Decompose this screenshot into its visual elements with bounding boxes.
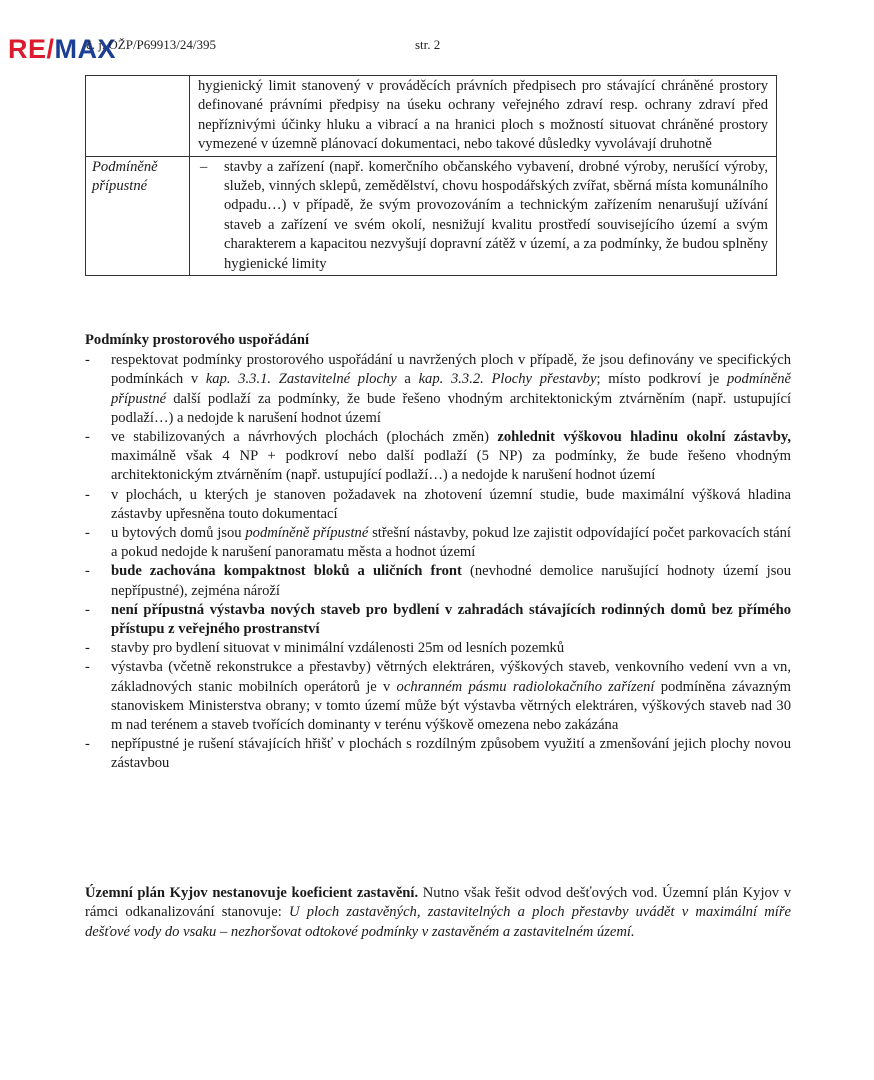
table-row — [86, 156, 777, 275]
list-item — [85, 735, 791, 773]
list-item — [85, 428, 791, 486]
list-item-text: bude zachována kompaktnost bloků a uličních front — [111, 563, 462, 580]
page-number: str. 2 — [415, 37, 441, 52]
list-item-text: ve stabilizovaných a návrhových plochách (plochách změn) — [111, 429, 498, 446]
list-item-text: u bytových domů jsou — [111, 525, 246, 542]
list-item-text: kap. 3.3.2. Plochy přestavby — [418, 371, 597, 388]
list-item-text: v plochách, u kterých je stanoven požadavek na zhotovení územní studie, bude maximální výšková hladina zástavby upřesněna touto dokumentací — [111, 486, 791, 522]
row-text-cell — [190, 156, 777, 275]
bullet-dash: - — [85, 525, 90, 542]
list-item — [85, 601, 791, 639]
logo-slash: / — [46, 34, 55, 64]
row-text: stavby a zařízení (např. komerčního občanského vybavení, drobné výroby, nerušící výroby, služeb, vinných sklepů, zemědělství, chovu hospodářských zvířat, sběrná místa komunálního odpadu…) v případě, že svým provozováním a technickým zařízením nenarušují užívání staveb a zařízení ve svém okolí, nesnižují kvalitu prostředí souvisejícího území a svým charakterem a kapacitou nezvyšují dopravní zátěž v území, a za podmínky, že budou splněny hygienické limity — [224, 158, 768, 272]
section-heading: Podmínky prostorového uspořádání — [85, 332, 310, 348]
spatial-conditions-section — [85, 331, 791, 774]
conditions-list — [85, 351, 791, 773]
list-item-text: nepřípustné je rušení stávajících hřišť v plochách s rozdílným způsobem využití a zmenšování jejich plochy novou zástavbou — [111, 736, 791, 772]
closing-paragraph — [85, 884, 791, 942]
bullet-dash: - — [85, 352, 90, 369]
bullet-dash: - — [85, 486, 90, 503]
list-item-text: ; místo podkroví je — [596, 371, 727, 388]
row-text: hygienický limit stanovený v prováděcích právních předpisech pro stávající chráněné prostory definované právními předpisy na úseku ochrany veřejného zdraví resp. ochrany zdraví před nepříznivými účinky hluku a vibrací a na hranici ploch s možností situovat chráněné prostory vymezené v územně plánovací dokumentaci, nebo takové důsledky vyvolávají druhotně — [190, 76, 777, 157]
list-item — [85, 562, 791, 600]
row-dash: – — [200, 158, 208, 175]
usage-conditions-table — [85, 75, 777, 276]
list-item — [85, 658, 791, 735]
list-item-text: podmíněně přípustné — [111, 371, 791, 407]
list-item-text: ochranném pásmu radiolokačního zařízení — [396, 678, 655, 695]
bullet-dash: - — [85, 601, 90, 618]
document-reference: č. j. OŽP/P69913/24/395 — [86, 37, 217, 52]
list-item-text: kap. 3.3.1. Zastavitelné plochy — [205, 371, 397, 388]
list-item-text: výstavba (včetně rekonstrukce a přestavby) větrných elektráren, výškových staveb, venkovního vedení vvn a vn, základnových stanic mobilních operátorů je v — [111, 659, 791, 695]
list-item-text: stavby pro bydlení situovat v minimální vzdálenosti 25m od lesních pozemků — [111, 640, 565, 657]
row-label-line: Podmíněně — [92, 158, 158, 175]
row-label-empty — [86, 76, 190, 157]
list-item — [85, 351, 791, 428]
list-item-text: a — [396, 371, 419, 388]
table-row — [86, 76, 777, 157]
list-item-text: střešní nástavby, pokud lze zajistit odpovídající počet parkovacích stání a pokud nedojde k narušení panoramatu města a hodnot území — [111, 525, 791, 561]
list-item-text: zohlednit výškovou hladinu okolní zástavby, — [497, 429, 792, 446]
bullet-dash: - — [85, 736, 90, 753]
bullet-dash: - — [85, 659, 90, 676]
list-item-text: (nevhodné demolice narušující hodnoty území jsou nepřípustné), zejména nároží — [111, 563, 791, 599]
list-item-text: maximálně však 4 NP + podkroví nebo další podlaží (5 NP) za podmínky, že bude řešeno vhodným architektonickým ztvárněním (např. ustupující podlaží…) a nedojde k narušení hodnot území — [111, 448, 791, 484]
closing-bold: Územní plán Kyjov nestanovuje koeficient zastavění. — [85, 885, 419, 901]
bullet-dash: - — [85, 563, 90, 580]
logo-max: MAX — [54, 34, 117, 64]
closing-text: Nutno však řešit odvod dešťových vod. Územní plán Kyjov v rámci odkanalizování stanovuje: — [85, 885, 792, 921]
list-item-text: není přípustná výstavba nových staveb pro bydlení v zahradách stávajících rodinných domů bez přímého přístupu z veřejného prostranství — [111, 601, 791, 638]
list-item — [85, 524, 791, 562]
list-item-text: podmíněna závazným stanoviskem Ministerstva obrany; v tomto území může být výstavba větrných elektráren, výškových staveb nad 30 m nad terénem a staveb tvořících dominanty v terénu výškově omezena nebo zakázána — [111, 678, 791, 734]
logo-re: RE — [8, 34, 47, 64]
row-label — [86, 156, 190, 275]
closing-italic: U ploch zastavěných, zastavitelných a ploch přestavby uvádět v maximální míře dešťové vody do vsaku – nezhoršovat odtokové podmínky v zastavěném a zastavitelném území. — [85, 904, 791, 940]
row-label-line: přípustné — [92, 178, 148, 195]
list-item-text: podmíněně přípustné — [245, 525, 369, 542]
list-item-text: další podlaží za podmínky, že bude řešeno vhodným architektonickým ztvárněním (např. ustupující podlaží…) a nedojde k narušení hodnot území — [111, 390, 791, 426]
bullet-dash: - — [85, 640, 90, 657]
list-item-text: respektovat podmínky prostorového uspořádání u navržených ploch v případě, že jsou definovány ve specifických podmínkách v — [111, 352, 791, 388]
list-item — [85, 639, 791, 658]
list-item — [85, 486, 791, 524]
bullet-dash: - — [85, 429, 90, 446]
